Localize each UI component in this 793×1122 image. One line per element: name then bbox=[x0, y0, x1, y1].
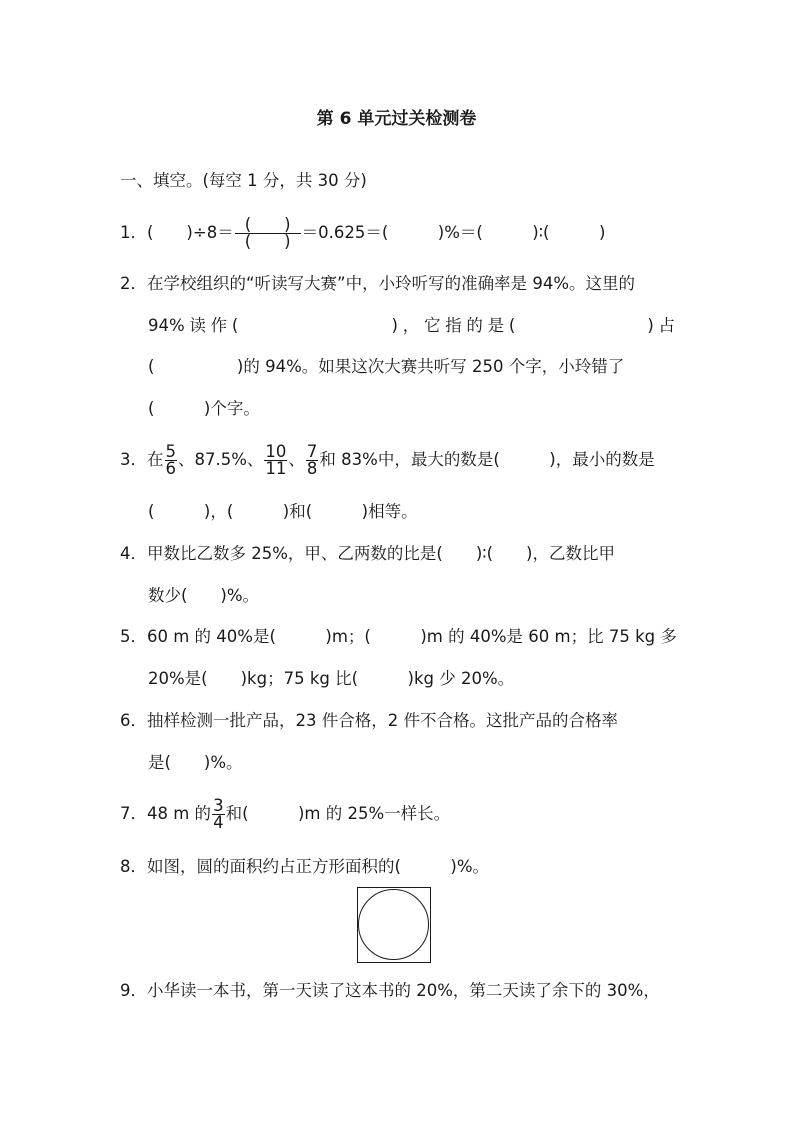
question-7 bbox=[120, 790, 450, 838]
question-5-line-1: 5．60 m 的 40%是( )m；( )m 的 40%是 60 m；比 75 kg 多 bbox=[120, 627, 677, 646]
q1-fraction bbox=[235, 217, 301, 250]
q7-fraction-numerator: 3 bbox=[213, 796, 224, 815]
q3-text-c: 、 bbox=[288, 450, 305, 469]
q7-fraction bbox=[212, 798, 225, 831]
question-3-line-2: ( )，( )和( )相等。 bbox=[148, 502, 418, 521]
q3-fraction-1 bbox=[165, 444, 178, 477]
question-6-line-1: 6．抽样检测一批产品，23 件合格，2 件不合格。这批产品的合格率 bbox=[120, 711, 618, 730]
question-1 bbox=[120, 209, 605, 257]
inscribed-circle bbox=[358, 889, 429, 960]
q3-fraction-1-numerator: 5 bbox=[165, 442, 176, 461]
q3-fraction-2-numerator: 10 bbox=[265, 442, 287, 461]
q3-fraction-3 bbox=[306, 444, 319, 477]
q3-text-d: 和 83%中，最大的数是( )，最小的数是 bbox=[319, 450, 655, 469]
q7-lead: 7．48 m 的 bbox=[120, 804, 212, 823]
question-2-line-3: ( )的 94%。如果这次大赛共听写 250 个字，小玲错了 bbox=[148, 357, 625, 376]
q7-rest: 和( )m 的 25%一样长。 bbox=[225, 804, 451, 823]
q7-fraction-denominator: 4 bbox=[213, 813, 224, 832]
question-8: 8．如图，圆的面积约占正方形面积的( )%。 bbox=[120, 857, 490, 876]
q3-fraction-2 bbox=[264, 444, 287, 477]
question-2-line-4: ( )个字。 bbox=[148, 399, 260, 418]
q3-fraction-3-numerator: 7 bbox=[306, 442, 318, 461]
question-2-line-2: 94%读作( )，它指的是( )占 bbox=[148, 316, 675, 335]
question-5-line-2: 20%是( )kg；75 kg 比( )kg 少 20%。 bbox=[148, 669, 515, 688]
section-heading: 一、填空。(每空 1 分，共 30 分) bbox=[120, 171, 367, 190]
q3-fraction-1-denominator: 6 bbox=[165, 459, 176, 478]
q1-rest: ＝0.625＝( )%＝( )∶( ) bbox=[301, 223, 606, 242]
q3-lead: 3．在 bbox=[120, 450, 164, 469]
q3-text-b: 、87.5%、 bbox=[178, 450, 264, 469]
q1-fraction-denominator: ( ) bbox=[244, 232, 291, 251]
question-2-line-1: 2．在学校组织的“听读写大赛”中，小玲听写的准确率是 94%。这里的 bbox=[120, 274, 636, 293]
q1-fraction-numerator: ( ) bbox=[235, 217, 301, 234]
question-4-line-1: 4．甲数比乙数多 25%，甲、乙两数的比是( )∶( )，乙数比甲 bbox=[120, 544, 615, 563]
question-3-line-1 bbox=[120, 436, 655, 484]
page-title: 第 6 单元过关检测卷 bbox=[316, 109, 477, 129]
q3-fraction-2-denominator: 11 bbox=[265, 459, 287, 478]
square-with-inscribed-circle-figure bbox=[357, 887, 431, 963]
q3-fraction-3-denominator: 8 bbox=[306, 459, 318, 478]
question-6-line-2: 是( )%。 bbox=[148, 753, 243, 772]
question-4-line-2: 数少( )%。 bbox=[148, 586, 260, 605]
question-9-line-1: 9．小华读一本书，第一天读了这本书的 20%，第二天读了余下的 30%， bbox=[120, 981, 660, 1000]
q1-lead: 1．( )÷8＝ bbox=[120, 223, 234, 242]
